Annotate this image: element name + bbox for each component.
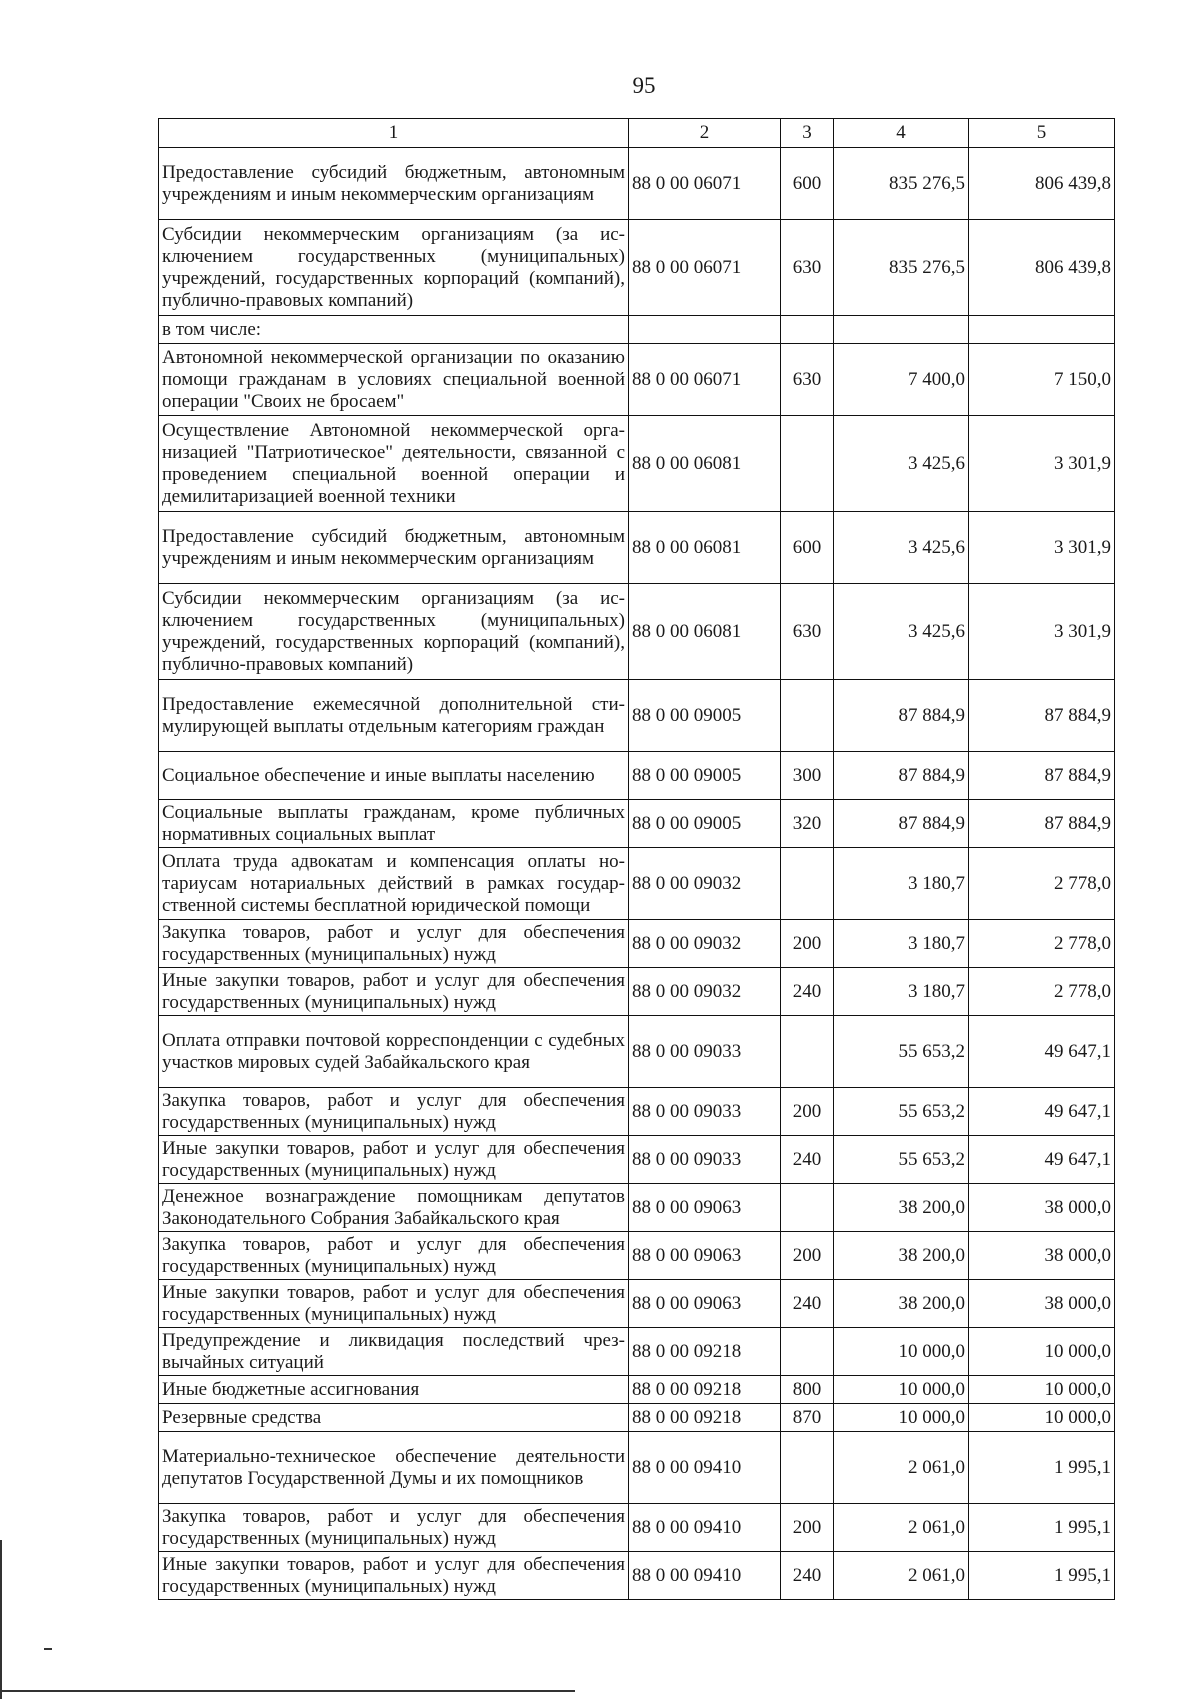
row-code-cell: 88 0 00 09410 — [629, 1504, 781, 1552]
row-value-col4: 3 180,7 — [834, 968, 969, 1016]
row-name-cell: Закупка товаров, работ и услуг для обеспечения государственных (муниципальных) нужд — [159, 920, 629, 968]
table-row — [159, 584, 1115, 680]
table-row — [159, 1552, 1115, 1600]
row-value-col5: 49 647,1 — [969, 1088, 1115, 1136]
row-type-cell: 630 — [781, 220, 834, 316]
row-code-cell: 88 0 00 09005 — [629, 752, 781, 800]
row-type-cell — [781, 1432, 834, 1504]
row-value-col4: 2 061,0 — [834, 1432, 969, 1504]
row-code-cell: 88 0 00 09005 — [629, 800, 781, 848]
row-value-col5: 87 884,9 — [969, 800, 1115, 848]
row-value-col4: 87 884,9 — [834, 800, 969, 848]
row-type-cell — [781, 1184, 834, 1232]
table-row — [159, 1404, 1115, 1432]
row-value-col5: 1 995,1 — [969, 1552, 1115, 1600]
table-row — [159, 968, 1115, 1016]
row-name-cell: Иные бюджетные ассигнования — [159, 1376, 629, 1404]
row-value-col5: 10 000,0 — [969, 1376, 1115, 1404]
page-number: 95 — [632, 73, 656, 98]
table-row — [159, 1136, 1115, 1184]
row-code-cell: 88 0 00 09218 — [629, 1328, 781, 1376]
row-type-cell — [781, 1016, 834, 1088]
row-code-cell: 88 0 00 06071 — [629, 148, 781, 220]
row-code-cell: 88 0 00 09033 — [629, 1136, 781, 1184]
scan-edge-mark — [0, 1690, 575, 1692]
row-value-col5: 1 995,1 — [969, 1504, 1115, 1552]
row-value-col4: 87 884,9 — [834, 680, 969, 752]
row-type-cell: 240 — [781, 1280, 834, 1328]
row-code-cell: 88 0 00 09033 — [629, 1016, 781, 1088]
row-code-cell: 88 0 00 09005 — [629, 680, 781, 752]
row-value-col4: 3 180,7 — [834, 848, 969, 920]
row-value-col5: 38 000,0 — [969, 1280, 1115, 1328]
row-name-cell: Социальное обеспечение и иные выплаты населению — [159, 752, 629, 800]
row-type-cell: 600 — [781, 512, 834, 584]
table-row — [159, 920, 1115, 968]
row-value-col5 — [969, 316, 1115, 344]
row-value-col5: 2 778,0 — [969, 968, 1115, 1016]
row-type-cell: 200 — [781, 1504, 834, 1552]
row-name-cell: Предоставление субсидий бюджетным, автономным учреждениям и иным некоммерческим организациям — [159, 148, 629, 220]
row-name-cell: Субсидии некоммерческим организациям (за исключением государственных (муниципальных) учреждений, государственных корпораций (компаний), публично-правовых компаний) — [159, 584, 629, 680]
budget-table — [158, 118, 1115, 1600]
row-code-cell: 88 0 00 06071 — [629, 344, 781, 416]
column-header-4: 4 — [834, 119, 969, 148]
row-type-cell: 600 — [781, 148, 834, 220]
row-type-cell: 240 — [781, 968, 834, 1016]
row-value-col5: 38 000,0 — [969, 1232, 1115, 1280]
table-row — [159, 220, 1115, 316]
row-type-cell — [781, 1328, 834, 1376]
row-name-cell: Иные закупки товаров, работ и услуг для обеспечения государственных (муниципальных) нужд — [159, 1280, 629, 1328]
row-value-col5: 3 301,9 — [969, 512, 1115, 584]
row-code-cell: 88 0 00 09032 — [629, 848, 781, 920]
row-name-cell: Осуществление Автономной некоммерческой организацией "Патриотическое" деятельности, связанной с проведением специальной военной операции и демилитаризацией военной техники — [159, 416, 629, 512]
table-row — [159, 848, 1115, 920]
row-code-cell: 88 0 00 06081 — [629, 584, 781, 680]
row-value-col4: 38 200,0 — [834, 1184, 969, 1232]
row-type-cell: 870 — [781, 1404, 834, 1432]
row-value-col5: 10 000,0 — [969, 1404, 1115, 1432]
row-type-cell — [781, 848, 834, 920]
row-value-col5: 1 995,1 — [969, 1432, 1115, 1504]
row-name-cell: Предупреждение и ликвидация последствий чрезвычайных ситуаций — [159, 1328, 629, 1376]
row-value-col4: 55 653,2 — [834, 1088, 969, 1136]
row-value-col5: 3 301,9 — [969, 416, 1115, 512]
row-value-col4: 3 425,6 — [834, 512, 969, 584]
row-name-cell: Предоставление субсидий бюджетным, автономным учреждениям и иным некоммерческим организациям — [159, 512, 629, 584]
row-name-cell: Оплата труда адвокатам и компенсация оплаты нотариусам нотариальных действий в рамках государственной системы бесплатной юридической помощи — [159, 848, 629, 920]
row-code-cell: 88 0 00 09410 — [629, 1432, 781, 1504]
row-type-cell: 630 — [781, 344, 834, 416]
row-type-cell: 240 — [781, 1552, 834, 1600]
row-value-col4: 835 276,5 — [834, 220, 969, 316]
row-value-col4: 87 884,9 — [834, 752, 969, 800]
row-type-cell: 200 — [781, 1088, 834, 1136]
row-code-cell: 88 0 00 09063 — [629, 1280, 781, 1328]
column-header-2: 2 — [629, 119, 781, 148]
row-value-col5: 49 647,1 — [969, 1136, 1115, 1184]
row-value-col4: 7 400,0 — [834, 344, 969, 416]
table-header-row — [159, 119, 1115, 148]
table-row — [159, 1016, 1115, 1088]
row-name-cell: в том числе: — [159, 316, 629, 344]
table-row — [159, 1232, 1115, 1280]
table-row — [159, 344, 1115, 416]
row-code-cell: 88 0 00 09218 — [629, 1404, 781, 1432]
row-value-col4: 10 000,0 — [834, 1328, 969, 1376]
row-value-col4: 2 061,0 — [834, 1504, 969, 1552]
row-type-cell: 800 — [781, 1376, 834, 1404]
row-code-cell: 88 0 00 06071 — [629, 220, 781, 316]
row-type-cell — [781, 316, 834, 344]
row-value-col4: 2 061,0 — [834, 1552, 969, 1600]
table-row — [159, 148, 1115, 220]
row-value-col5: 87 884,9 — [969, 752, 1115, 800]
row-value-col4: 38 200,0 — [834, 1280, 969, 1328]
row-value-col4: 10 000,0 — [834, 1376, 969, 1404]
row-name-cell: Закупка товаров, работ и услуг для обеспечения государственных (муниципальных) нужд — [159, 1504, 629, 1552]
column-header-5: 5 — [969, 119, 1115, 148]
row-value-col4: 38 200,0 — [834, 1232, 969, 1280]
table-row — [159, 800, 1115, 848]
row-name-cell: Иные закупки товаров, работ и услуг для обеспечения государственных (муниципальных) нужд — [159, 1136, 629, 1184]
table-row — [159, 1088, 1115, 1136]
row-name-cell: Предоставление ежемесячной дополнительной стимулирующей выплаты отдельным категориям граждан — [159, 680, 629, 752]
row-type-cell: 200 — [781, 1232, 834, 1280]
row-name-cell: Резервные средства — [159, 1404, 629, 1432]
table-row — [159, 416, 1115, 512]
row-value-col5: 87 884,9 — [969, 680, 1115, 752]
row-value-col4: 55 653,2 — [834, 1016, 969, 1088]
row-name-cell: Материально-техническое обеспечение деятельности депутатов Государственной Думы и их помощников — [159, 1432, 629, 1504]
row-value-col5: 2 778,0 — [969, 848, 1115, 920]
row-code-cell: 88 0 00 09063 — [629, 1232, 781, 1280]
row-code-cell: 88 0 00 09032 — [629, 920, 781, 968]
row-type-cell: 300 — [781, 752, 834, 800]
scan-dash-mark — [44, 1648, 52, 1650]
table-row — [159, 1504, 1115, 1552]
row-name-cell: Денежное вознаграждение помощникам депутатов Законодательного Собрания Забайкальского края — [159, 1184, 629, 1232]
row-code-cell — [629, 316, 781, 344]
row-code-cell: 88 0 00 09063 — [629, 1184, 781, 1232]
row-value-col4: 835 276,5 — [834, 148, 969, 220]
scan-edge-mark — [0, 1540, 2, 1699]
row-value-col5: 49 647,1 — [969, 1016, 1115, 1088]
row-name-cell: Оплата отправки почтовой корреспонденции с судебных участков мировых судей Забайкальского края — [159, 1016, 629, 1088]
row-value-col5: 806 439,8 — [969, 220, 1115, 316]
row-name-cell: Социальные выплаты гражданам, кроме публичных нормативных социальных выплат — [159, 800, 629, 848]
table-row — [159, 1328, 1115, 1376]
row-code-cell: 88 0 00 09410 — [629, 1552, 781, 1600]
row-code-cell: 88 0 00 09218 — [629, 1376, 781, 1404]
row-value-col4: 55 653,2 — [834, 1136, 969, 1184]
row-name-cell: Закупка товаров, работ и услуг для обеспечения государственных (муниципальных) нужд — [159, 1088, 629, 1136]
row-name-cell: Автономной некоммерческой организации по оказанию помощи гражданам в условиях специальной военной операции "Своих не бросаем" — [159, 344, 629, 416]
row-type-cell: 200 — [781, 920, 834, 968]
column-header-1: 1 — [159, 119, 629, 148]
table-row — [159, 512, 1115, 584]
row-value-col4: 3 425,6 — [834, 416, 969, 512]
row-type-cell — [781, 416, 834, 512]
row-value-col5: 10 000,0 — [969, 1328, 1115, 1376]
table-row — [159, 1184, 1115, 1232]
row-name-cell: Закупка товаров, работ и услуг для обеспечения государственных (муниципальных) нужд — [159, 1232, 629, 1280]
row-name-cell: Субсидии некоммерческим организациям (за исключением государственных (муниципальных) учреждений, государственных корпораций (компаний), публично-правовых компаний) — [159, 220, 629, 316]
row-type-cell — [781, 680, 834, 752]
row-value-col4: 3 180,7 — [834, 920, 969, 968]
row-value-col5: 3 301,9 — [969, 584, 1115, 680]
column-header-3: 3 — [781, 119, 834, 148]
table-row — [159, 1376, 1115, 1404]
row-value-col4 — [834, 316, 969, 344]
row-value-col4: 10 000,0 — [834, 1404, 969, 1432]
row-type-cell: 630 — [781, 584, 834, 680]
row-value-col5: 806 439,8 — [969, 148, 1115, 220]
row-name-cell: Иные закупки товаров, работ и услуг для обеспечения государственных (муниципальных) нужд — [159, 1552, 629, 1600]
row-code-cell: 88 0 00 09032 — [629, 968, 781, 1016]
row-type-cell: 320 — [781, 800, 834, 848]
row-value-col5: 7 150,0 — [969, 344, 1115, 416]
row-value-col5: 38 000,0 — [969, 1184, 1115, 1232]
row-code-cell: 88 0 00 09033 — [629, 1088, 781, 1136]
table-row — [159, 316, 1115, 344]
table-row — [159, 1432, 1115, 1504]
table-row — [159, 1280, 1115, 1328]
table-row — [159, 752, 1115, 800]
row-code-cell: 88 0 00 06081 — [629, 416, 781, 512]
row-type-cell: 240 — [781, 1136, 834, 1184]
row-value-col4: 3 425,6 — [834, 584, 969, 680]
row-code-cell: 88 0 00 06081 — [629, 512, 781, 584]
row-name-cell: Иные закупки товаров, работ и услуг для обеспечения государственных (муниципальных) нужд — [159, 968, 629, 1016]
row-value-col5: 2 778,0 — [969, 920, 1115, 968]
table-row — [159, 680, 1115, 752]
